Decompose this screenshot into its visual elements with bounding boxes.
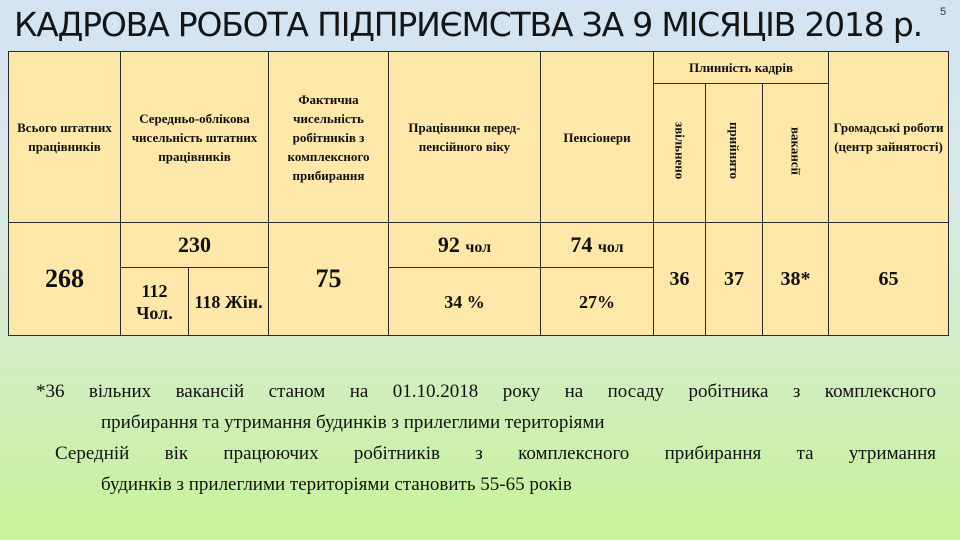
value-public-works: 65: [829, 223, 949, 336]
value-pensioners-count: [541, 223, 654, 268]
header-public-works: Громадські роботи (центр зайнятості): [829, 52, 949, 223]
value-pensioners-percent: 27%: [541, 268, 654, 336]
value-turnover-left: 36: [654, 223, 706, 336]
header-turnover-vacancies: [763, 84, 829, 223]
header-pre-pension: Працівники перед-пенсійного віку: [389, 52, 541, 223]
value-average-staff: 230: [121, 223, 269, 268]
header-total: Всього штатних працівників: [9, 52, 121, 223]
pensioners-number: 74: [570, 232, 593, 257]
header-actual-workers: Фактична чисельність робітників з комплексного прибирання: [269, 52, 389, 223]
note-average-age-line2: будинків з прилеглими територіями становить 55-65 років: [101, 474, 572, 495]
footnotes: [36, 376, 936, 500]
note-vacancies-line1: *36 вільних вакансій станом на 01.10.2018 року на посаду робітника з комплексного: [36, 381, 936, 402]
turnover-left-label: звільнено: [672, 121, 688, 180]
header-pensioners: Пенсіонери: [541, 52, 654, 223]
pensioners-unit: чол: [597, 239, 624, 256]
pre-pension-unit: чол: [465, 239, 492, 256]
value-pre-pension-percent: 34 %: [389, 268, 541, 336]
value-turnover-hired: 37: [706, 223, 763, 336]
value-average-men: 112 Чол.: [121, 268, 189, 336]
page-title: КАДРОВА РОБОТА ПІДПРИЄМСТВА ЗА 9 МІСЯЦІВ 2018 р.: [14, 5, 922, 44]
note-vacancies: [36, 376, 936, 438]
value-turnover-vacancies: 38*: [763, 223, 829, 336]
turnover-vacancies-label: вакансії: [788, 126, 804, 175]
value-average-women: 118 Жін.: [189, 268, 269, 336]
header-turnover: Плинність кадрів: [654, 52, 829, 84]
note-average-age: [36, 438, 936, 500]
slide-number: 5: [940, 6, 947, 18]
header-turnover-hired: [706, 84, 763, 223]
turnover-hired-label: прийнято: [727, 122, 742, 179]
header-average-staff: Середньо-облікова чисельність штатних працівників: [121, 52, 269, 223]
value-actual-workers: 75: [269, 223, 389, 336]
note-vacancies-line2: прибирання та утримання будинків з прилеглими територіями: [101, 412, 605, 433]
value-pre-pension-count: [389, 223, 541, 268]
header-turnover-left: [654, 84, 706, 223]
staff-table: [8, 51, 949, 336]
pre-pension-number: 92: [437, 232, 460, 257]
note-average-age-line1: Середній вік працюючих робітників з комплексного прибирання та утримання: [55, 443, 936, 464]
value-total: 268: [9, 223, 121, 336]
